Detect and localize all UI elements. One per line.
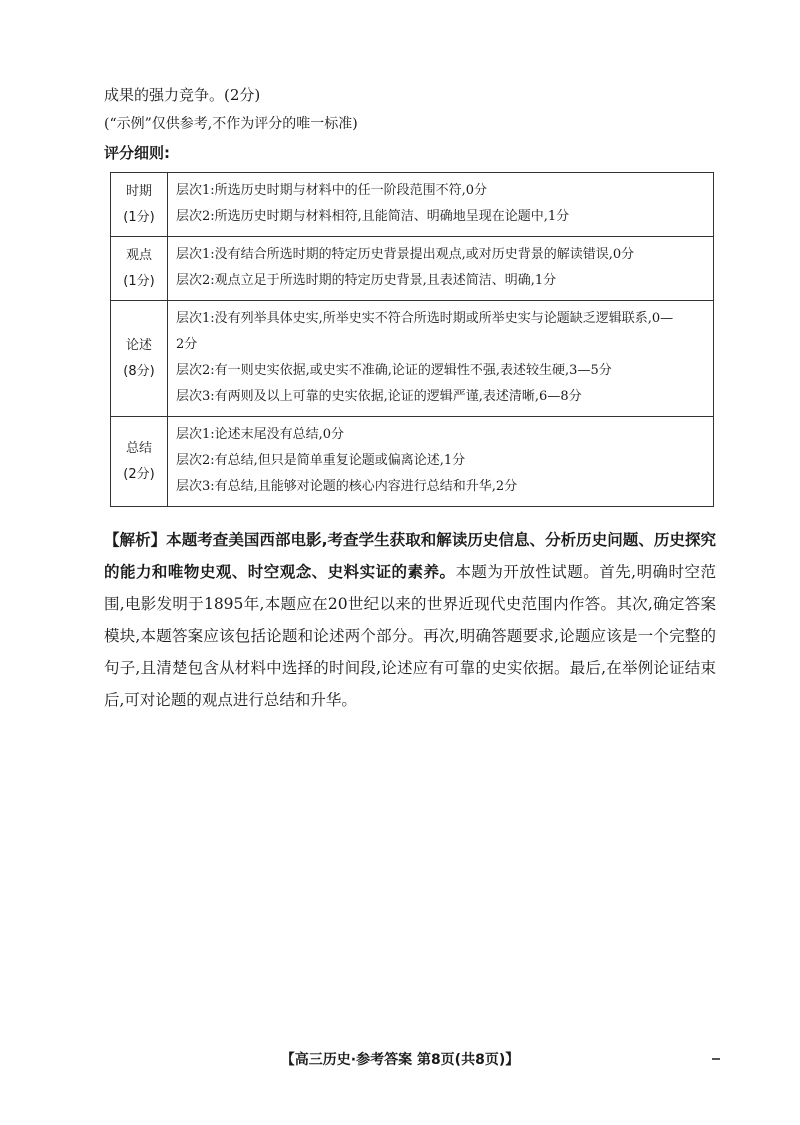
category-points: (2分) — [123, 466, 155, 482]
level-item: 层次2:有一则史实依据,或史实不准确,论证的逻辑性不强,表述较生硬,3—5分 — [176, 363, 612, 378]
levels-cell — [168, 417, 714, 507]
table-row-summary — [111, 417, 714, 507]
category-label: 总结 — [125, 440, 152, 456]
category-label: 时期 — [125, 183, 152, 199]
corner-mark — [712, 1058, 720, 1060]
category-cell — [111, 301, 168, 417]
category-cell — [111, 237, 168, 301]
category-cell — [111, 417, 168, 507]
analysis-body-text: 本题为开放性试题。首先,明确时空范围,电影发明于1895年,本题应在20世纪以来的世界近现代史范围内作答。其次,确定答案模块,本题答案应该包括论题和论述两个部分。再次,明确答题要求,论题应该是一个完整的句子,且清楚包含从材料中选择的时间段,论述应有可靠的史实依据。最后,在举例论证结束后,可对论题的观点进行总结和升华。 — [104, 563, 716, 709]
page-footer: 【高三历史·参考答案 第8页(共8页)】 — [280, 1052, 520, 1068]
level-item: 2分 — [176, 337, 198, 352]
category-points: (8分) — [123, 363, 155, 379]
grading-table — [110, 172, 714, 507]
analysis-paragraph — [104, 524, 716, 716]
table-row-argument — [111, 301, 714, 417]
levels-cell — [168, 237, 714, 301]
intro-line-1: 成果的强力竞争。(2分) — [104, 86, 261, 104]
category-points: (1分) — [123, 273, 155, 289]
level-item: 层次2:所选历史时期与材料相符,且能简洁、明确地呈现在论题中,1分 — [176, 209, 570, 224]
levels-cell — [168, 173, 714, 237]
level-item: 层次2:有总结,但只是简单重复论题或偏离论述,1分 — [176, 453, 466, 468]
category-label: 论述 — [125, 337, 152, 353]
level-item: 层次1:没有列举具体史实,所举史实不符合所选时期或所举史实与论题缺乏逻辑联系,0— — [176, 311, 674, 326]
category-label: 观点 — [125, 247, 152, 263]
level-item: 层次1:论述末尾没有总结,0分 — [176, 427, 345, 442]
analysis-bold-text: 本题考查美国西部电影,考查学生获取和解读历史信息、分析历史问题、历史探究的能力和唯物史观、时空观念、史料实证的素养。 — [104, 531, 716, 581]
category-cell — [111, 173, 168, 237]
level-item: 层次1:没有结合所选时期的特定历史背景提出观点,或对历史背景的解读错误,0分 — [176, 247, 635, 262]
intro-line-2: (“示例”仅供参考,不作为评分的唯一标准) — [104, 116, 358, 132]
level-item: 层次1:所选历史时期与材料中的任一阶段范围不符,0分 — [176, 183, 488, 198]
analysis-tag: 【解析】 — [104, 531, 167, 549]
level-item: 层次3:有两则及以上可靠的史实依据,论证的逻辑严谨,表述清晰,6—8分 — [176, 389, 582, 404]
table-row-viewpoint — [111, 237, 714, 301]
levels-cell — [168, 301, 714, 417]
category-points: (1分) — [123, 209, 155, 225]
grading-heading: 评分细则: — [104, 144, 170, 162]
level-item: 层次3:有总结,且能够对论题的核心内容进行总结和升华,2分 — [176, 479, 518, 494]
table-row-period — [111, 173, 714, 237]
level-item: 层次2:观点立足于所选时期的特定历史背景,且表述简洁、明确,1分 — [176, 273, 557, 288]
